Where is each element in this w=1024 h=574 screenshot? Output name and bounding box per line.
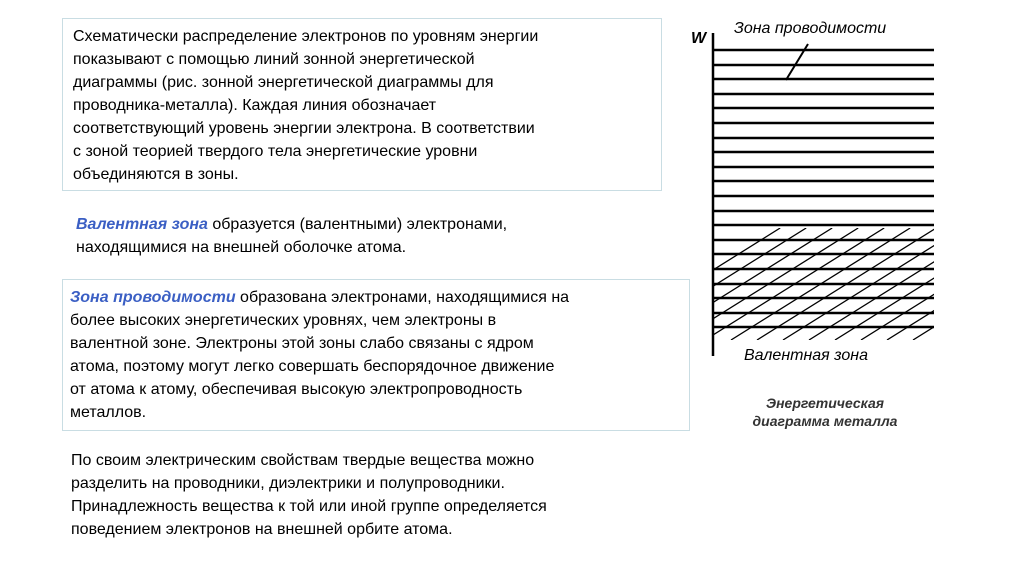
valence-term: Валентная зона [76,216,208,233]
conduction-line: атома, поэтому могут легко совершать беспорядочное движение [70,358,555,375]
valence-line: находящимися на внешней оболочке атома. [76,239,407,256]
properties-line: поведением электронов на внешней орбите атома. [71,521,453,538]
conduction-line: металлов. [70,404,147,421]
energy-levels [713,50,934,327]
diagram-caption [720,394,930,430]
conduction-term: Зона проводимости [70,289,236,306]
conduction-line-rest: образована электронами, находящимися на [235,289,570,306]
valence-zone-label: Валентная зона [744,347,868,364]
properties-line: По своим электрическим свойствам твердые вещества можно [71,452,535,469]
axis-label: W [691,30,707,47]
intro-line: с зоной теорией твердого тела энергетические уровни [73,143,478,160]
caption-line: Энергетическая [766,395,884,411]
conduction-line: от атома к атому, обеспечивая высокую электропроводность [70,381,523,398]
intro-line: соответствующий уровень энергии электрона. В соответствии [73,120,535,137]
hatch-line [939,228,1024,340]
properties-line: Принадлежность вещества к той или иной группе определяется [71,498,547,515]
intro-line: Схематически распределение электронов по уровням энергии [73,28,539,45]
properties-line: разделить на проводники, диэлектрики и полупроводники. [71,475,505,492]
intro-line: объединяются в зоны. [73,166,239,183]
conduction-line: более высоких энергетических уровнях, чем электроны в [70,312,497,329]
intro-line: проводника-металла). Каждая линия обозначает [73,97,437,114]
conduction-zone-label: Зона проводимости [734,20,887,37]
intro-line: показывают с помощью линий зонной энергетической [73,51,475,68]
valence-line-rest: образуется (валентными) электронами, [207,216,508,233]
caption-line: диаграмма металла [752,413,898,429]
conduction-line: валентной зоне. Электроны этой зоны слабо связаны с ядром [70,335,534,352]
intro-line: диаграммы (рис. зонной энергетической диаграммы для [73,74,494,91]
